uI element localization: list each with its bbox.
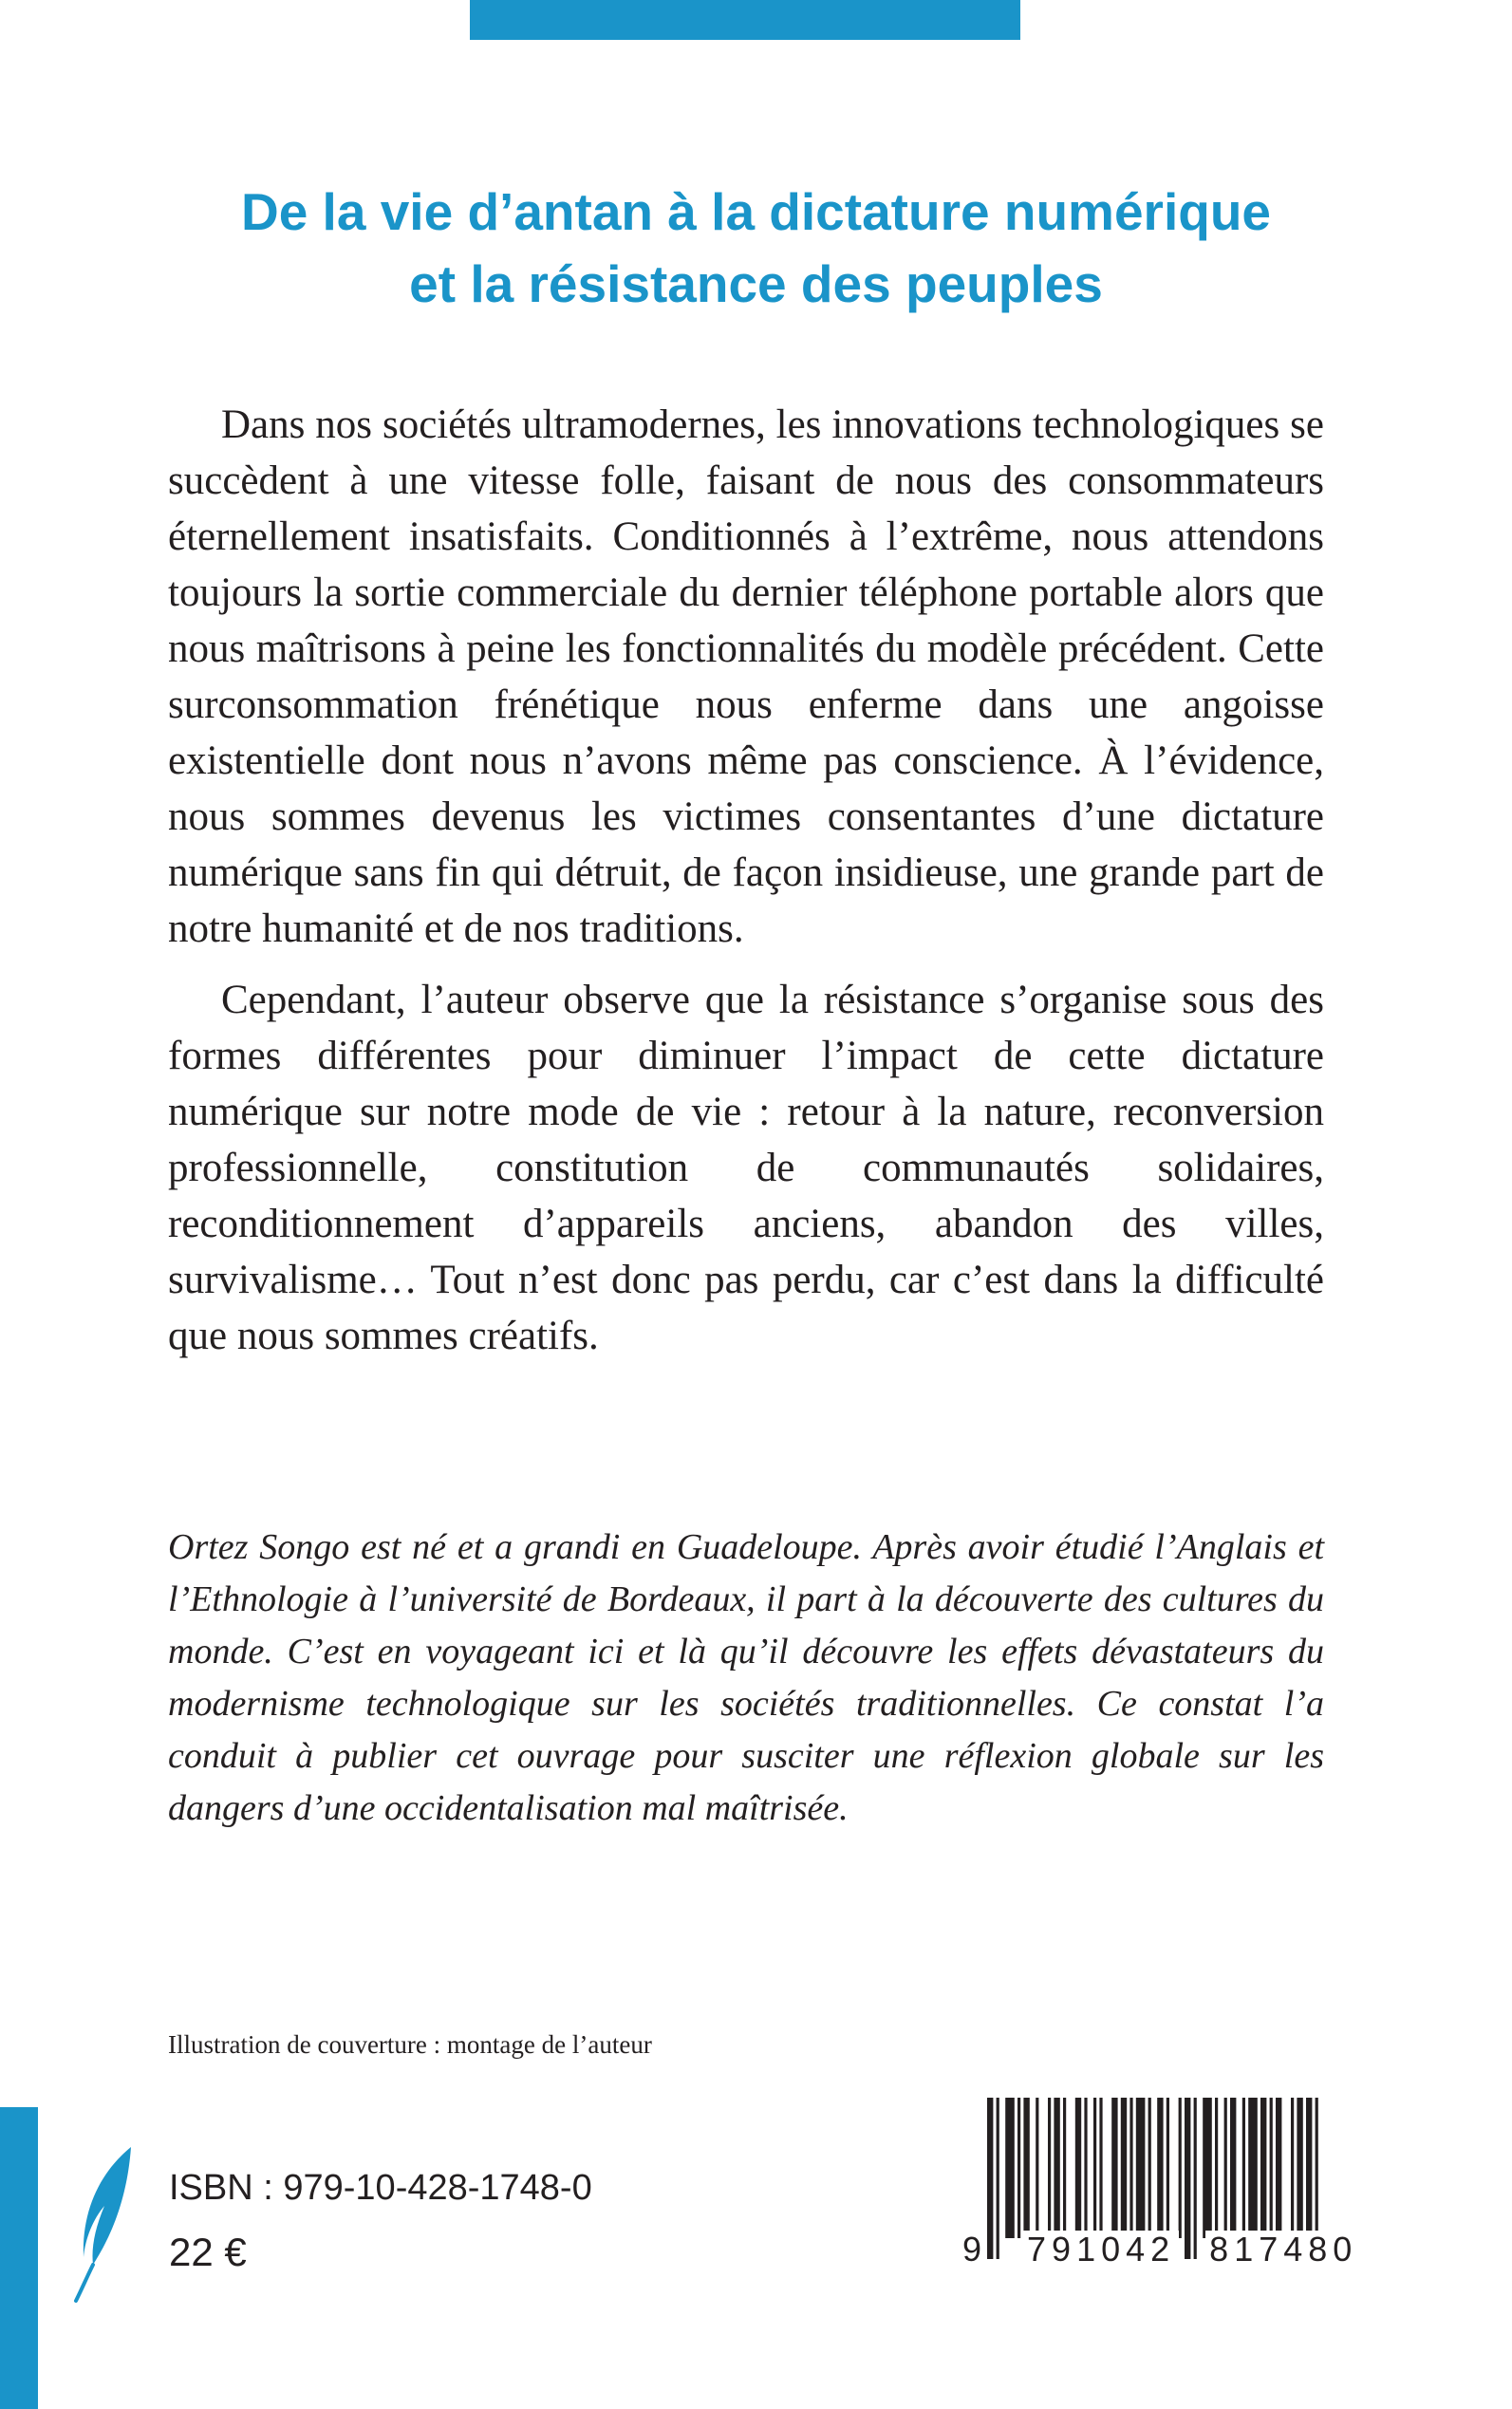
barcode-bar bbox=[1316, 2098, 1318, 2238]
barcode-bar bbox=[1260, 2098, 1266, 2238]
barcode-bar bbox=[1203, 2098, 1212, 2238]
barcode-bar bbox=[1179, 2098, 1182, 2238]
synopsis bbox=[168, 397, 1324, 1379]
barcode-bar bbox=[1306, 2098, 1312, 2238]
author-bio: Ortez Songo est né et a grandi en Guadeloupe. Après avoir étudié l’Anglais et l’Ethnologie à l’université de Bordeaux, il part à la découverte des cultures du monde. C’est en voyageant ici et là qu’il découvre les effets dévastateurs du modernisme technologique sur les sociétés traditionnelles. Ce constat l’a conduit à publier cet ouvrage pour susciter une réflexion globale sur les dangers d’une occidentalisation mal maîtrisée. bbox=[168, 1527, 1324, 1828]
barcode-bar bbox=[1111, 2098, 1117, 2238]
barcode-group-1: 791042 bbox=[1023, 2231, 1179, 2269]
barcode-bar bbox=[1297, 2098, 1302, 2238]
barcode-bar bbox=[1129, 2098, 1132, 2238]
barcode-bar bbox=[1036, 2098, 1038, 2238]
barcode-digits bbox=[959, 2230, 1358, 2269]
feather-icon bbox=[72, 2143, 139, 2305]
barcode-bar bbox=[1099, 2098, 1102, 2238]
barcode-bar bbox=[1248, 2098, 1258, 2238]
barcode-bar bbox=[1230, 2098, 1236, 2238]
barcode-bar bbox=[1167, 2098, 1169, 2238]
barcode-bar bbox=[1291, 2098, 1294, 2238]
synopsis-paragraph-1: Dans nos sociétés ultramodernes, les innovations technologiques se succèdent à une vitesse folle, faisant de nous des consommateurs éternellement insatisfaits. Conditionnés à l’extrême, nous attendons toujours la sortie commerciale du dernier téléphone portable alors que nous maîtrisons à peine les fonctionnalités du modèle précédent. Cette surconsommation frénétique nous enferme dans une angoisse existentielle dont nous n’avons même pas conscience. À l’évidence, nous sommes devenus les victimes consentantes d’une dictature numérique sans fin qui détruit, de façon insidieuse, une grande part de notre humanité et de nos traditions. bbox=[168, 402, 1324, 951]
barcode-bar bbox=[1148, 2098, 1151, 2238]
barcode-bar bbox=[1017, 2098, 1020, 2238]
price-label: 22 € bbox=[169, 2230, 247, 2274]
isbn-number: ISBN : 979-10-428-1748-0 bbox=[169, 2168, 592, 2208]
barcode-bar bbox=[1063, 2098, 1066, 2238]
title-line-2: et la résistance des peuples bbox=[409, 254, 1103, 313]
top-accent-band bbox=[470, 0, 1020, 40]
synopsis-paragraph-2: Cependant, l’auteur observe que la résistance s’organise sous des formes différentes pour diminuer l’impact de cette dictature numérique sur notre mode de vie : retour à la nature, reconversion professionnelle, constitution de communautés solidaires, reconditionnement d’appareils anciens, abandon des villes, survivalisme… Tout n’est donc pas perdu, car c’est dans la difficulté que nous sommes créatifs. bbox=[168, 978, 1324, 1358]
barcode-bar bbox=[1121, 2098, 1127, 2238]
barcode-bar bbox=[1242, 2098, 1245, 2238]
barcode-bar bbox=[1157, 2098, 1163, 2238]
barcode-bar bbox=[1084, 2098, 1087, 2238]
barcode-bar bbox=[1224, 2098, 1227, 2238]
barcode-group-2: 817480 bbox=[1205, 2231, 1361, 2269]
title-line-1: De la vie d’antan à la dictature numérique bbox=[240, 182, 1272, 241]
barcode-bar bbox=[1276, 2098, 1281, 2238]
barcode-bar bbox=[1093, 2098, 1096, 2238]
back-cover-title bbox=[142, 176, 1370, 320]
barcode-bar bbox=[1136, 2098, 1146, 2238]
barcode-first-digit: 9 bbox=[959, 2231, 985, 2269]
bottom-left-accent-band bbox=[0, 2107, 38, 2409]
barcode-bar bbox=[1023, 2098, 1029, 2238]
barcode-bar bbox=[1054, 2098, 1059, 2238]
illustration-credit: Illustration de couverture : montage de l’auteur bbox=[168, 2030, 652, 2059]
barcode-bar bbox=[1005, 2098, 1015, 2238]
barcode-bar bbox=[1048, 2098, 1051, 2238]
barcode-bar bbox=[1075, 2098, 1081, 2238]
barcode-bar bbox=[1270, 2098, 1273, 2238]
barcode-bar bbox=[1215, 2098, 1218, 2238]
